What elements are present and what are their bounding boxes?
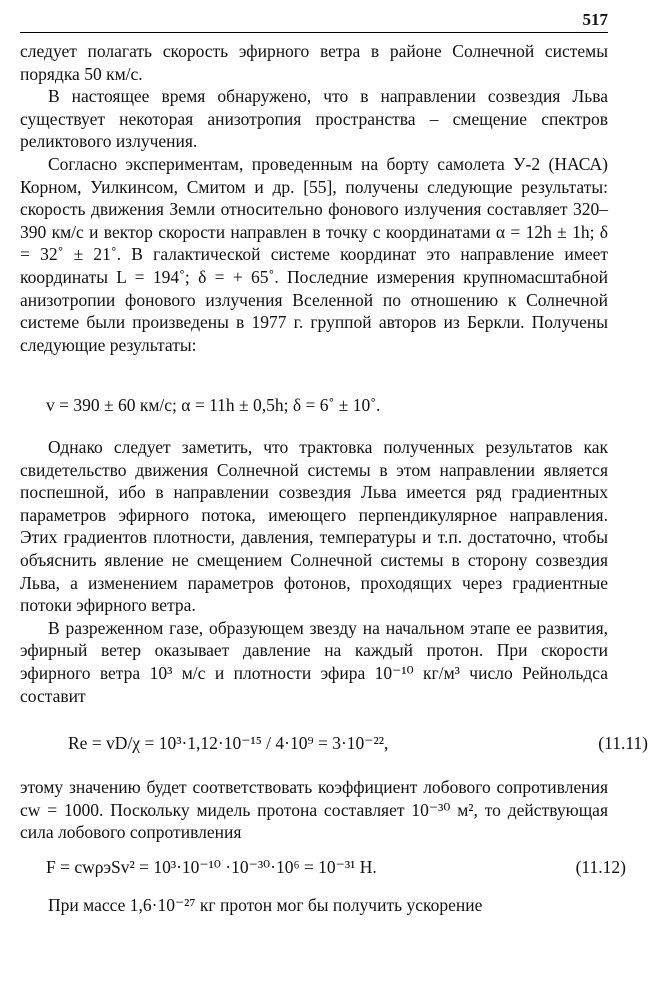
page-body-2 [20,436,608,707]
paragraph-1: следует полагать скорость эфирного ветра в районе Солнечной системы порядка 50 км/с. [20,41,608,84]
equation-11-11-number: (11.11) [598,733,648,753]
page-body-4 [20,894,608,917]
page-body-3 [20,776,608,844]
paragraph-7: При массе 1,6·10⁻²⁷ кг протон мог бы получить ускорение [48,895,483,915]
formula-velocity: v = 390 ± 60 км/с; α = 11h ± 0,5h; δ = 6˚ ± 10˚. [46,395,381,415]
equation-11-12 [20,856,634,878]
paragraph-2: В настоящее время обнаружено, что в направлении созвездия Льва существует некоторая анизотропия пространства – смещение спектров реликтового излучения. [20,86,608,152]
equation-11-12-number: (11.12) [575,857,626,877]
paragraph-4: Однако следует заметить, что трактовка полученных результатов как свидетельство движения Солнечной системы в этом направлении является поспешной, ибо в направлении созвездия Льва имеется ряд градиентных параметров эфирного потока, имеющего перпендикулярное направления. Этих градиентов плотности, давления, температуры и т.п. достаточно, чтобы объяснить явление не смещением Солнечной системы в сторону созвездия Льва, а изменением параметров фотонов, проходящих через градиентные потоки эфирного ветра. [20,437,608,616]
page-body [20,40,608,356]
page-number: 517 [582,10,608,29]
paragraph-3: Согласно экспериментам, проведенным на борту самолета У-2 (НАСА) Корном, Уилкинсом, Смитом и др. [55], получены следующие результаты: скорость движения Земли относительно фонового излучения составляет 320–390 км/с и вектор скорости направлен в точку с координатами α = 12h ± 1h; δ = 32˚ ± 21˚. В галактической системе координат это направление имеет координаты L = 194˚; δ = + 65˚. Последние измерения крупномасштабной анизотропии фонового излучения Вселенной по отношению к Солнечной системе были произведены в 1977 г. группой авторов из Беркли. Получены следующие результаты: [20,153,608,355]
paragraph-5: В разреженном газе, образующем звезду на начальном этапе ее развития, эфирный ветер оказывает давление на каждый протон. При скорости эфирного ветра 10³ м/с и плотности эфира 10⁻¹⁰ кг/м³ число Рейнольдса составит [20,617,608,706]
header-rule [20,32,608,33]
equation-11-12-text: F = cwρэSv² = 10³·10⁻¹⁰ ·10⁻³⁰·10⁶ = 10⁻³¹ Н. [46,857,377,877]
equation-11-11 [20,732,656,754]
paragraph-6: этому значению будет соответствовать коэффициент лобового сопротивления cw = 1000. Поскольку мидель протона составляет 10⁻³⁰ м², то действующая сила лобового сопротивления [20,777,608,843]
equation-11-11-text: Re = vD/χ = 10³·1,12·10⁻¹⁵ / 4·10⁹ = 3·10⁻²², [68,733,389,753]
